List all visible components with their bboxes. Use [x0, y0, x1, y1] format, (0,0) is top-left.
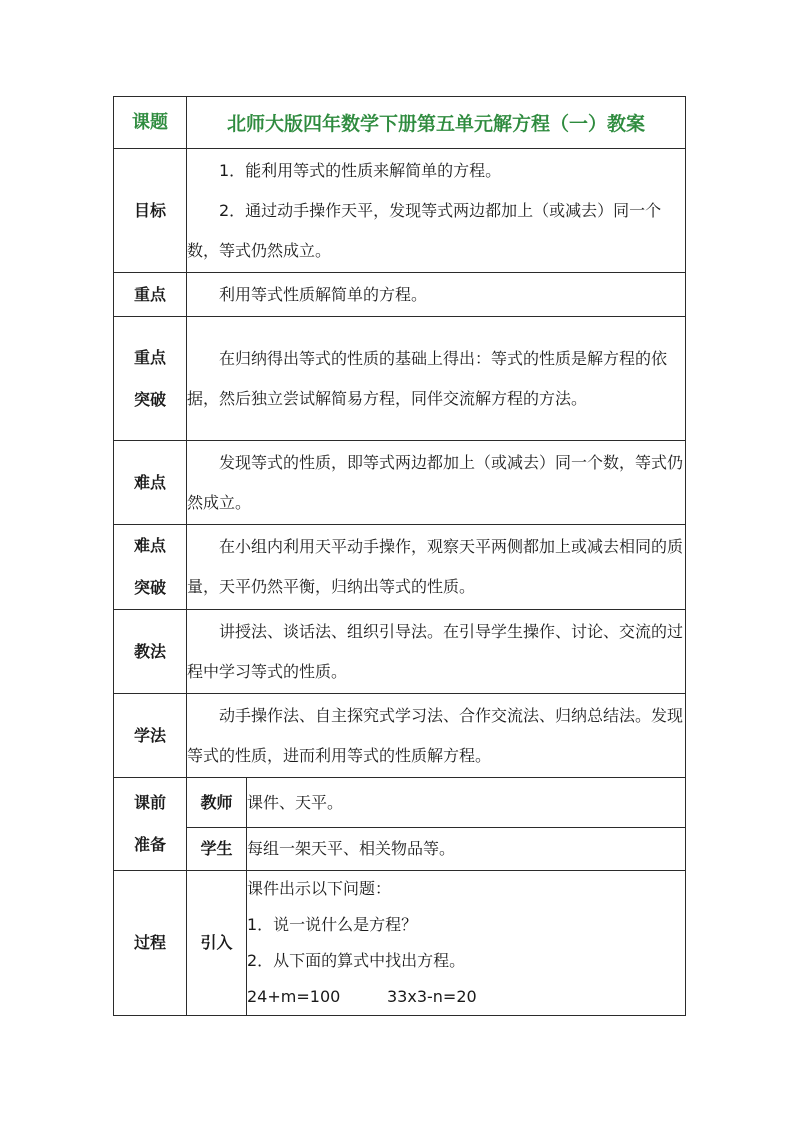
key-point-label: 重点	[114, 273, 187, 317]
intro-content	[247, 871, 686, 1016]
equations-line	[247, 979, 685, 1015]
difficulty-breakthrough-text: 在小组内利用天平动手操作，观察天平两侧都加上或减去相同的质量，天平仍然平衡，归纳出等式的性质。	[187, 537, 684, 596]
row-goals	[114, 149, 686, 273]
teaching-method-label: 教法	[114, 610, 187, 694]
intro-label: 引入	[187, 871, 247, 1016]
goal-item-1: 1．能利用等式的性质来解简单的方程。	[219, 160, 502, 180]
teaching-method-content	[187, 610, 686, 694]
row-difficulty	[114, 441, 686, 525]
difficulty-breakthrough-content	[187, 525, 686, 610]
goals-content	[187, 149, 686, 273]
intro-line-3: 2．从下面的算式中找出方程。	[247, 951, 466, 970]
row-process	[114, 871, 686, 1016]
goal-item-2: 2．通过动手操作天平，发现等式两边都加上（或减去）同一个数，等式仍然成立。	[187, 200, 662, 260]
teacher-prep-text: 课件、天平。	[247, 792, 344, 812]
row-preparation-teacher	[114, 778, 686, 828]
key-breakthrough-label	[114, 317, 187, 441]
row-key-point	[114, 273, 686, 317]
key-point-text: 利用等式性质解简单的方程。	[219, 284, 428, 304]
key-breakthrough-label-line1: 重点	[133, 347, 166, 367]
equation-1: 24+m=100	[247, 987, 341, 1006]
row-learning-method	[114, 694, 686, 778]
difficulty-content	[187, 441, 686, 525]
difficulty-label: 难点	[114, 441, 187, 525]
process-label: 过程	[114, 871, 187, 1016]
learning-method-text: 动手操作法、自主探究式学习法、合作交流法、归纳总结法。发现等式的性质，进而利用等式的性质解方程。	[187, 705, 684, 765]
difficulty-breakthrough-label	[114, 525, 187, 610]
row-difficulty-breakthrough	[114, 525, 686, 610]
intro-line-2: 1．说一说什么是方程？	[247, 915, 418, 934]
goals-label: 目标	[114, 149, 187, 273]
row-teaching-method	[114, 610, 686, 694]
preparation-label-line1: 课前	[133, 793, 166, 812]
teacher-prep-content	[247, 778, 686, 828]
preparation-label	[114, 778, 187, 871]
intro-line-1: 课件出示以下问题：	[247, 879, 392, 898]
key-breakthrough-label-line2: 突破	[133, 389, 166, 409]
difficulty-text: 发现等式的性质，即等式两边都加上（或减去）同一个数，等式仍然成立。	[187, 452, 684, 512]
preparation-label-line2: 准备	[133, 835, 166, 854]
student-prep-content	[247, 828, 686, 871]
row-preparation-student	[114, 828, 686, 871]
key-point-content	[187, 273, 686, 317]
topic-label: 课题	[114, 97, 187, 149]
row-title	[114, 97, 686, 149]
key-breakthrough-content	[187, 317, 686, 441]
learning-method-label: 学法	[114, 694, 187, 778]
student-prep-text: 每组一架天平、相关物品等。	[247, 839, 456, 858]
teaching-method-text: 讲授法、谈话法、组织引导法。在引导学生操作、讨论、交流的过程中学习等式的性质。	[187, 621, 684, 681]
student-label: 学生	[187, 828, 247, 871]
row-key-breakthrough	[114, 317, 686, 441]
lesson-plan-table	[113, 96, 686, 1016]
key-breakthrough-text: 在归纳得出等式的性质的基础上得出：等式的性质是解方程的依据，然后独立尝试解简易方程，同伴交流解方程的方法。	[187, 348, 668, 408]
equation-2: 33x3-n=20	[387, 987, 477, 1006]
lesson-title: 北师大版四年数学下册第五单元解方程（一）教案	[187, 97, 686, 149]
learning-method-content	[187, 694, 686, 778]
teacher-label: 教师	[187, 778, 247, 828]
difficulty-breakthrough-label-line1: 难点	[133, 536, 166, 555]
difficulty-breakthrough-label-line2: 突破	[133, 578, 166, 597]
